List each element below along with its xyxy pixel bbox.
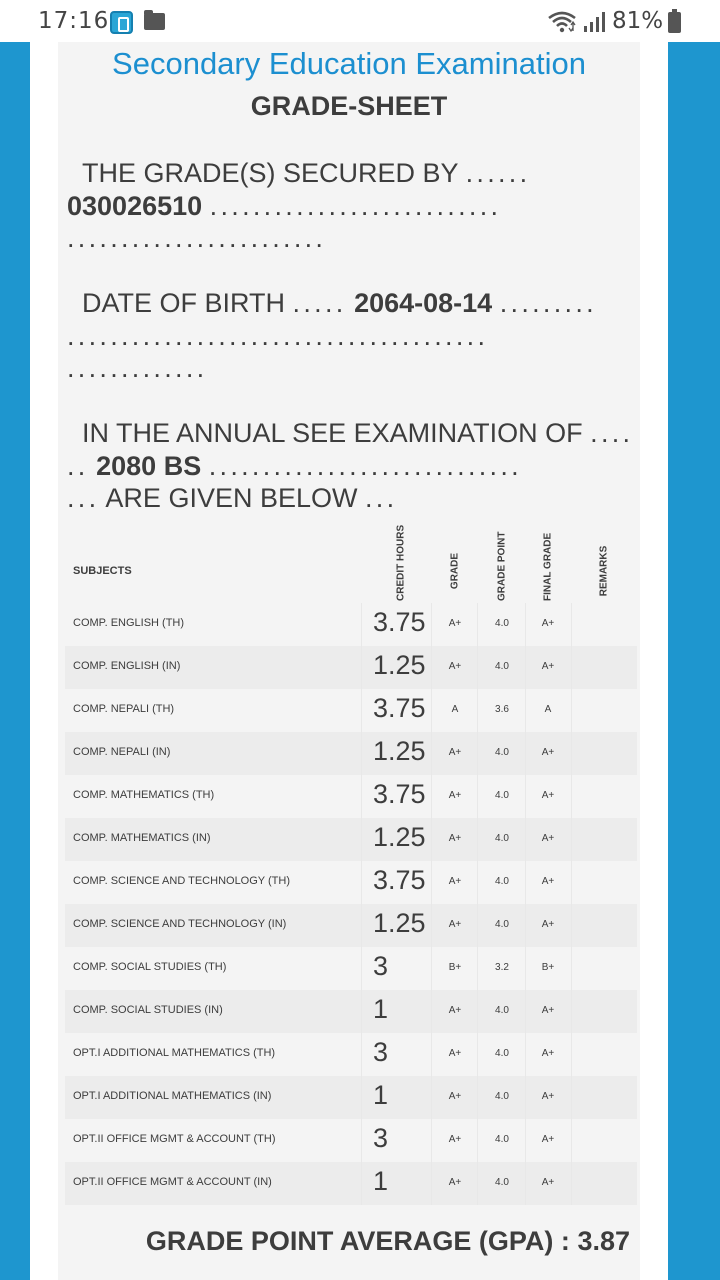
cell-grade-point: 3.2 [495,962,509,973]
table-row [65,603,637,646]
cell-subject: COMP. SCIENCE AND TECHNOLOGY (TH) [73,875,290,887]
cell-subject: OPT.I ADDITIONAL MATHEMATICS (IN) [73,1090,272,1102]
column-divider [571,775,572,818]
cell-credit-hours: 1.25 [373,822,426,852]
column-divider [571,732,572,775]
cell-final-grade: A+ [541,833,555,844]
cell-credit-hours: 1.25 [373,736,426,766]
exam-title: Secondary Education Examination [112,46,586,81]
cell-credit-hours: 3 [373,951,389,981]
cell-grade-point: 4.0 [495,747,509,758]
column-divider [525,689,526,732]
column-divider [525,947,526,990]
cell-grade: A+ [448,790,462,801]
folder-icon [144,13,165,30]
column-divider [477,947,478,990]
column-divider [571,603,572,646]
grade-table [65,524,637,1205]
column-divider [361,689,362,732]
cell-grade: A+ [448,919,462,930]
status-time: 17:16 [38,8,110,34]
column-divider [431,990,432,1033]
cell-final-grade: A+ [541,919,555,930]
cell-subject: OPT.II OFFICE MGMT & ACCOUNT (TH) [73,1133,276,1145]
cell-final-grade: A+ [541,747,555,758]
sheet-title: GRADE-SHEET [250,91,448,121]
table-row [65,646,637,689]
cell-grade: A+ [448,876,462,887]
cell-credit-hours: 1 [373,994,389,1024]
column-divider [361,1076,362,1119]
column-divider [431,947,432,990]
column-divider [477,646,478,689]
status-bar [0,0,720,42]
column-divider [477,1162,478,1205]
gpa-label: GRADE POINT AVERAGE (GPA) : [145,1226,570,1256]
header-grade-point: GRADE POINT [496,531,508,601]
table-row [65,861,637,904]
column-divider [431,1033,432,1076]
column-divider [431,732,432,775]
column-divider [571,861,572,904]
cell-grade-point: 4.0 [495,661,509,672]
cell-credit-hours: 1.25 [373,650,426,680]
dob-paragraph: DATE OF BIRTH ..... 2064-08-14 ......... ....................................... ............. [67,288,597,383]
cell-final-grade: A+ [541,790,555,801]
cell-credit-hours: 1 [373,1166,389,1196]
column-divider [571,1033,572,1076]
column-divider [361,818,362,861]
cell-grade-point: 4.0 [495,919,509,930]
gpa-value: 3.87 [577,1226,630,1256]
column-divider [571,947,572,990]
cell-final-grade: A+ [541,876,555,887]
cell-subject: COMP. NEPALI (IN) [73,746,171,758]
cell-grade-point: 4.0 [495,1048,509,1059]
cell-grade-point: 4.0 [495,790,509,801]
column-divider [431,646,432,689]
secured-by-paragraph: THE GRADE(S) SECURED BY ...... 030026510 ........................... ........................ [67,158,531,253]
cell-grade-point: 4.0 [495,833,509,844]
column-divider [361,947,362,990]
column-divider [431,603,432,646]
cell-final-grade: A+ [541,1005,555,1016]
wifi-icon [547,9,577,33]
cell-credit-hours: 1.25 [373,908,426,938]
column-divider [431,818,432,861]
cell-grade: A+ [448,1134,462,1145]
column-divider [431,1162,432,1205]
column-divider [525,1033,526,1076]
cell-grade: A+ [448,1005,462,1016]
column-divider [525,1076,526,1119]
column-divider [361,1033,362,1076]
table-row [65,1076,637,1119]
column-divider [571,1119,572,1162]
header-final-grade: FINAL GRADE [542,532,554,601]
cell-subject: COMP. ENGLISH (TH) [73,617,185,629]
column-divider [431,689,432,732]
cell-subject: COMP. SCIENCE AND TECHNOLOGY (IN) [73,918,287,930]
header-subjects: SUBJECTS [73,565,132,577]
column-divider [571,990,572,1033]
symbol-number: 030026510 [67,190,203,221]
header-remarks: REMARKS [598,545,610,597]
column-divider [477,1119,478,1162]
battery-icon [668,12,681,33]
table-row [65,689,637,732]
cell-credit-hours: 3 [373,1037,389,1067]
column-divider [571,1076,572,1119]
cell-grade: A+ [448,833,462,844]
column-divider [477,861,478,904]
exam-paragraph: IN THE ANNUAL SEE EXAMINATION OF .... .. 2080 BS ............................. ... ARE GIVEN BELOW ... [67,418,634,513]
cell-subject: OPT.II OFFICE MGMT & ACCOUNT (IN) [73,1176,272,1188]
column-divider [361,646,362,689]
column-divider [431,775,432,818]
cell-grade-point: 4.0 [495,1091,509,1102]
column-divider [431,904,432,947]
app-notification-icon [110,11,133,34]
column-divider [525,1162,526,1205]
cell-subject: OPT.I ADDITIONAL MATHEMATICS (TH) [73,1047,276,1059]
column-divider [477,1033,478,1076]
cell-subject: COMP. MATHEMATICS (TH) [73,789,215,801]
table-row [65,1162,637,1205]
battery-percent: 81% [612,8,664,34]
cell-grade: A+ [448,1048,462,1059]
column-divider [361,904,362,947]
secured-by-label: THE GRADE(S) SECURED BY [82,158,459,188]
column-divider [477,904,478,947]
column-divider [477,1076,478,1119]
column-divider [571,1162,572,1205]
column-divider [525,904,526,947]
cell-credit-hours: 3.75 [373,779,426,809]
column-divider [477,990,478,1033]
table-row [65,1033,637,1076]
cell-credit-hours: 3 [373,1123,389,1153]
column-divider [571,689,572,732]
cell-grade: A+ [448,1177,462,1188]
cell-grade-point: 4.0 [495,876,509,887]
cell-grade-point: 4.0 [495,1005,509,1016]
cell-subject: COMP. MATHEMATICS (IN) [73,832,211,844]
cell-grade: A+ [448,1091,462,1102]
column-divider [525,646,526,689]
column-divider [525,1119,526,1162]
column-divider [361,1162,362,1205]
column-divider [477,775,478,818]
cell-final-grade: A+ [541,1091,555,1102]
cell-final-grade: A+ [541,1177,555,1188]
column-divider [525,818,526,861]
cell-final-grade: A+ [541,1134,555,1145]
column-divider [361,861,362,904]
dob-label: DATE OF BIRTH [82,288,286,318]
cell-grade-point: 4.0 [495,1177,509,1188]
column-divider [361,990,362,1033]
header-grade: GRADE [449,552,461,590]
table-row [65,990,637,1033]
column-divider [431,861,432,904]
cell-final-grade: B+ [541,962,555,973]
table-row [65,775,637,818]
date-of-birth: 2064-08-14 [354,288,493,318]
column-divider [525,775,526,818]
column-divider [525,603,526,646]
table-body [65,603,637,1205]
exam-label: IN THE ANNUAL SEE EXAMINATION OF [82,418,583,448]
column-divider [525,732,526,775]
column-divider [361,732,362,775]
gpa-summary [58,1226,630,1257]
column-divider [431,1119,432,1162]
cell-grade-point: 4.0 [495,1134,509,1145]
cell-final-grade: A [544,704,552,715]
table-header [65,524,637,603]
column-divider [477,603,478,646]
cell-final-grade: A+ [541,618,555,629]
cell-grade: A+ [448,661,462,672]
cell-subject: COMP. ENGLISH (IN) [73,660,181,672]
column-divider [571,646,572,689]
cell-subject: COMP. SOCIAL STUDIES (TH) [73,961,227,973]
cell-grade: A+ [448,618,462,629]
column-divider [361,603,362,646]
cell-grade: B+ [448,962,462,973]
cell-grade-point: 4.0 [495,618,509,629]
cell-credit-hours: 3.75 [373,693,426,723]
column-divider [477,689,478,732]
cell-credit-hours: 1 [373,1080,389,1110]
column-divider [525,990,526,1033]
column-divider [571,904,572,947]
cell-grade-point: 3.6 [495,704,509,715]
table-row [65,904,637,947]
column-divider [477,732,478,775]
column-divider [525,861,526,904]
signal-icon [583,12,605,32]
table-row [65,947,637,990]
table-row [65,818,637,861]
cell-credit-hours: 3.75 [373,865,426,895]
cell-grade: A [451,704,459,715]
cell-final-grade: A+ [541,661,555,672]
header-credit-hours: CREDIT HOURS [395,524,407,601]
column-divider [361,1119,362,1162]
exam-year: 2080 BS [96,450,202,481]
cell-subject: COMP. NEPALI (TH) [73,703,175,715]
table-row [65,732,637,775]
column-divider [477,818,478,861]
given-below-label: ARE GIVEN BELOW [105,483,358,513]
cell-final-grade: A+ [541,1048,555,1059]
column-divider [571,818,572,861]
cell-credit-hours: 3.75 [373,607,426,637]
table-row [65,1119,637,1162]
cell-grade: A+ [448,747,462,758]
column-divider [431,1076,432,1119]
cell-subject: COMP. SOCIAL STUDIES (IN) [73,1004,223,1016]
column-divider [361,775,362,818]
